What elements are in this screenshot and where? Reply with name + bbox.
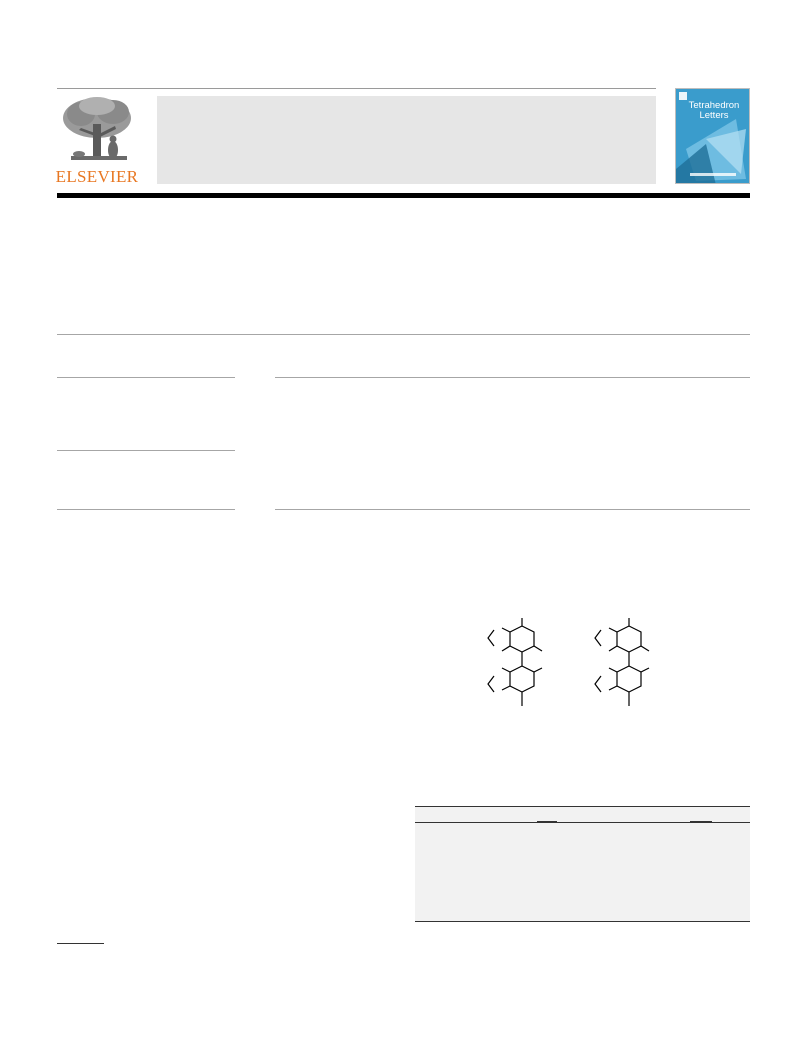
elsevier-wordmark: ELSEVIER (55, 167, 139, 186)
abstract-rule-top (275, 377, 750, 378)
results-table (415, 806, 750, 922)
header-top-rule (57, 88, 656, 89)
abstract-rule-bottom (275, 509, 750, 510)
biaryl-structure-left (480, 618, 550, 710)
table-header-rule (415, 822, 750, 823)
journal-cover-title: Tetrahedron Letters (688, 100, 740, 121)
journal-cover-thumbnail (675, 88, 750, 184)
table-top-rule (415, 806, 750, 807)
title-block-divider (57, 334, 750, 335)
header-thick-rule (57, 193, 750, 198)
article-info-rule-bottom (57, 509, 235, 510)
footnote-rule (57, 943, 104, 944)
article-info-rule-middle (57, 450, 235, 451)
table-bottom-rule (415, 921, 750, 922)
article-info-rule-top (57, 377, 235, 378)
journal-header-band (157, 96, 656, 184)
biaryl-structure-right (587, 618, 657, 710)
